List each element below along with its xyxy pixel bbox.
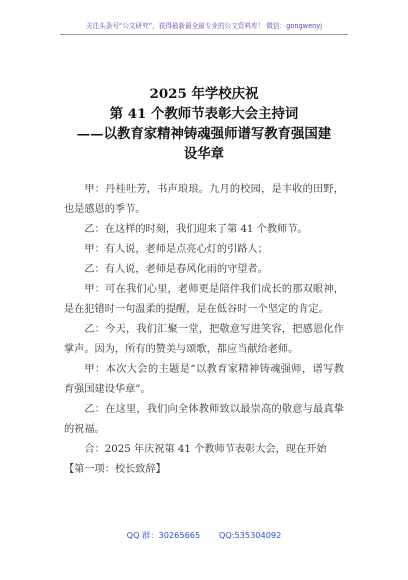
title-line-2: 第 41 个教师节表彰大会主持词 [109, 106, 299, 122]
header-divider [60, 34, 348, 35]
paragraph: 甲：丹桂吐芳，书声琅琅。九月的校园，是丰收的田野，也是感恩的季节。 [64, 184, 344, 215]
header-note: 关注头条号“公文研究”，获得最新最全最专业的公文资料库！ 微信：gongwenyj [85, 22, 323, 30]
title-line-1: 2025 年学校庆祝 [149, 86, 259, 102]
paragraph: 乙：在这样的时刻，我们迎来了第 41 个教师节。 [84, 224, 308, 235]
footer-contact [0, 530, 408, 541]
footer-qq: QQ:535304092 [218, 530, 282, 540]
title-line-3: ——以教育家精神铸魂强师谱写教育强国建 [76, 126, 332, 142]
paragraph: 乙：今天，我们汇聚一堂，把敬意写进笑容，把感恩化作掌声。因为，所有的赞美与颂歌，都应当献给老师。 [64, 324, 344, 355]
paragraph: 乙：有人说，老师是春风化雨的守望者。 [84, 264, 268, 275]
paragraph: 甲：有人说，老师是点亮心灯的引路人； [84, 244, 268, 255]
paragraph: 甲：本次大会的主题是“以教育家精神铸魂强师，谱写教育强国建设华章”。 [64, 364, 344, 395]
paragraph: 合：2025 年庆祝第 41 个教师节表彰大会，现在开始 [84, 444, 327, 455]
paragraph: 甲：可在我们心里，老师更是陪伴我们成长的那双眼神，是在犯错时一句温柔的提醒，是在低谷时一个坚定的肯定。 [64, 284, 344, 315]
paragraph: 乙：在这里，我们向全体教师致以最崇高的敬意与最真挚的祝福。 [64, 404, 344, 435]
footer-qq-group: QQ 群：30265665 [126, 530, 201, 540]
document-title [40, 84, 368, 164]
document-body [64, 180, 344, 480]
title-line-4: 设华章 [183, 146, 225, 162]
section-heading: 【第一项：校长致辞】 [64, 464, 166, 475]
